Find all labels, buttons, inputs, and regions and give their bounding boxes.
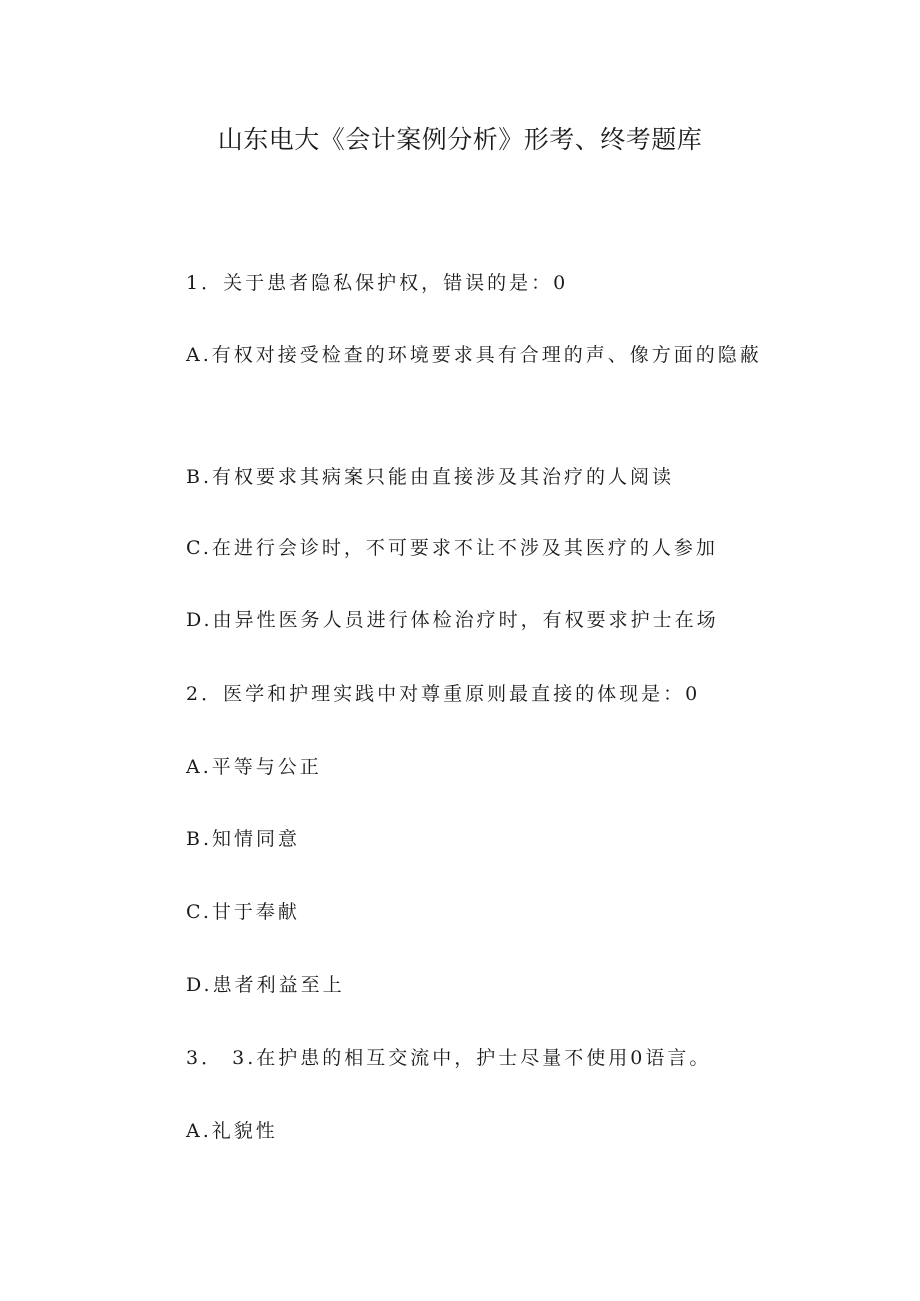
question-stem: 2．医学和护理实践中对尊重原则最直接的体现是：0 <box>186 683 701 705</box>
question-stem: 3． 3.在护患的相互交流中，护士尽量不使用0语言。 <box>186 1047 712 1069</box>
option-c: C.在进行会诊时，不可要求不让不涉及其医疗的人参加 <box>186 537 718 559</box>
option-a: A.有权对接受检查的环境要求具有合理的声、像方面的隐蔽 <box>186 344 762 366</box>
option-a: A.平等与公正 <box>186 756 322 778</box>
option-d: D.患者利益至上 <box>186 974 345 996</box>
option-d: D.由异性医务人员进行体检治疗时，有权要求护士在场 <box>186 609 719 631</box>
document-title: 山东电大《会计案例分析》形考、终考题库 <box>217 125 703 154</box>
option-c: C.甘于奉献 <box>186 901 300 923</box>
option-a: A.礼貌性 <box>186 1120 278 1142</box>
option-b: B.有权要求其病案只能由直接涉及其治疗的人阅读 <box>186 466 675 488</box>
option-b: B.知情同意 <box>186 828 301 850</box>
question-stem: 1．关于患者隐私保护权，错误的是：0 <box>186 272 569 294</box>
